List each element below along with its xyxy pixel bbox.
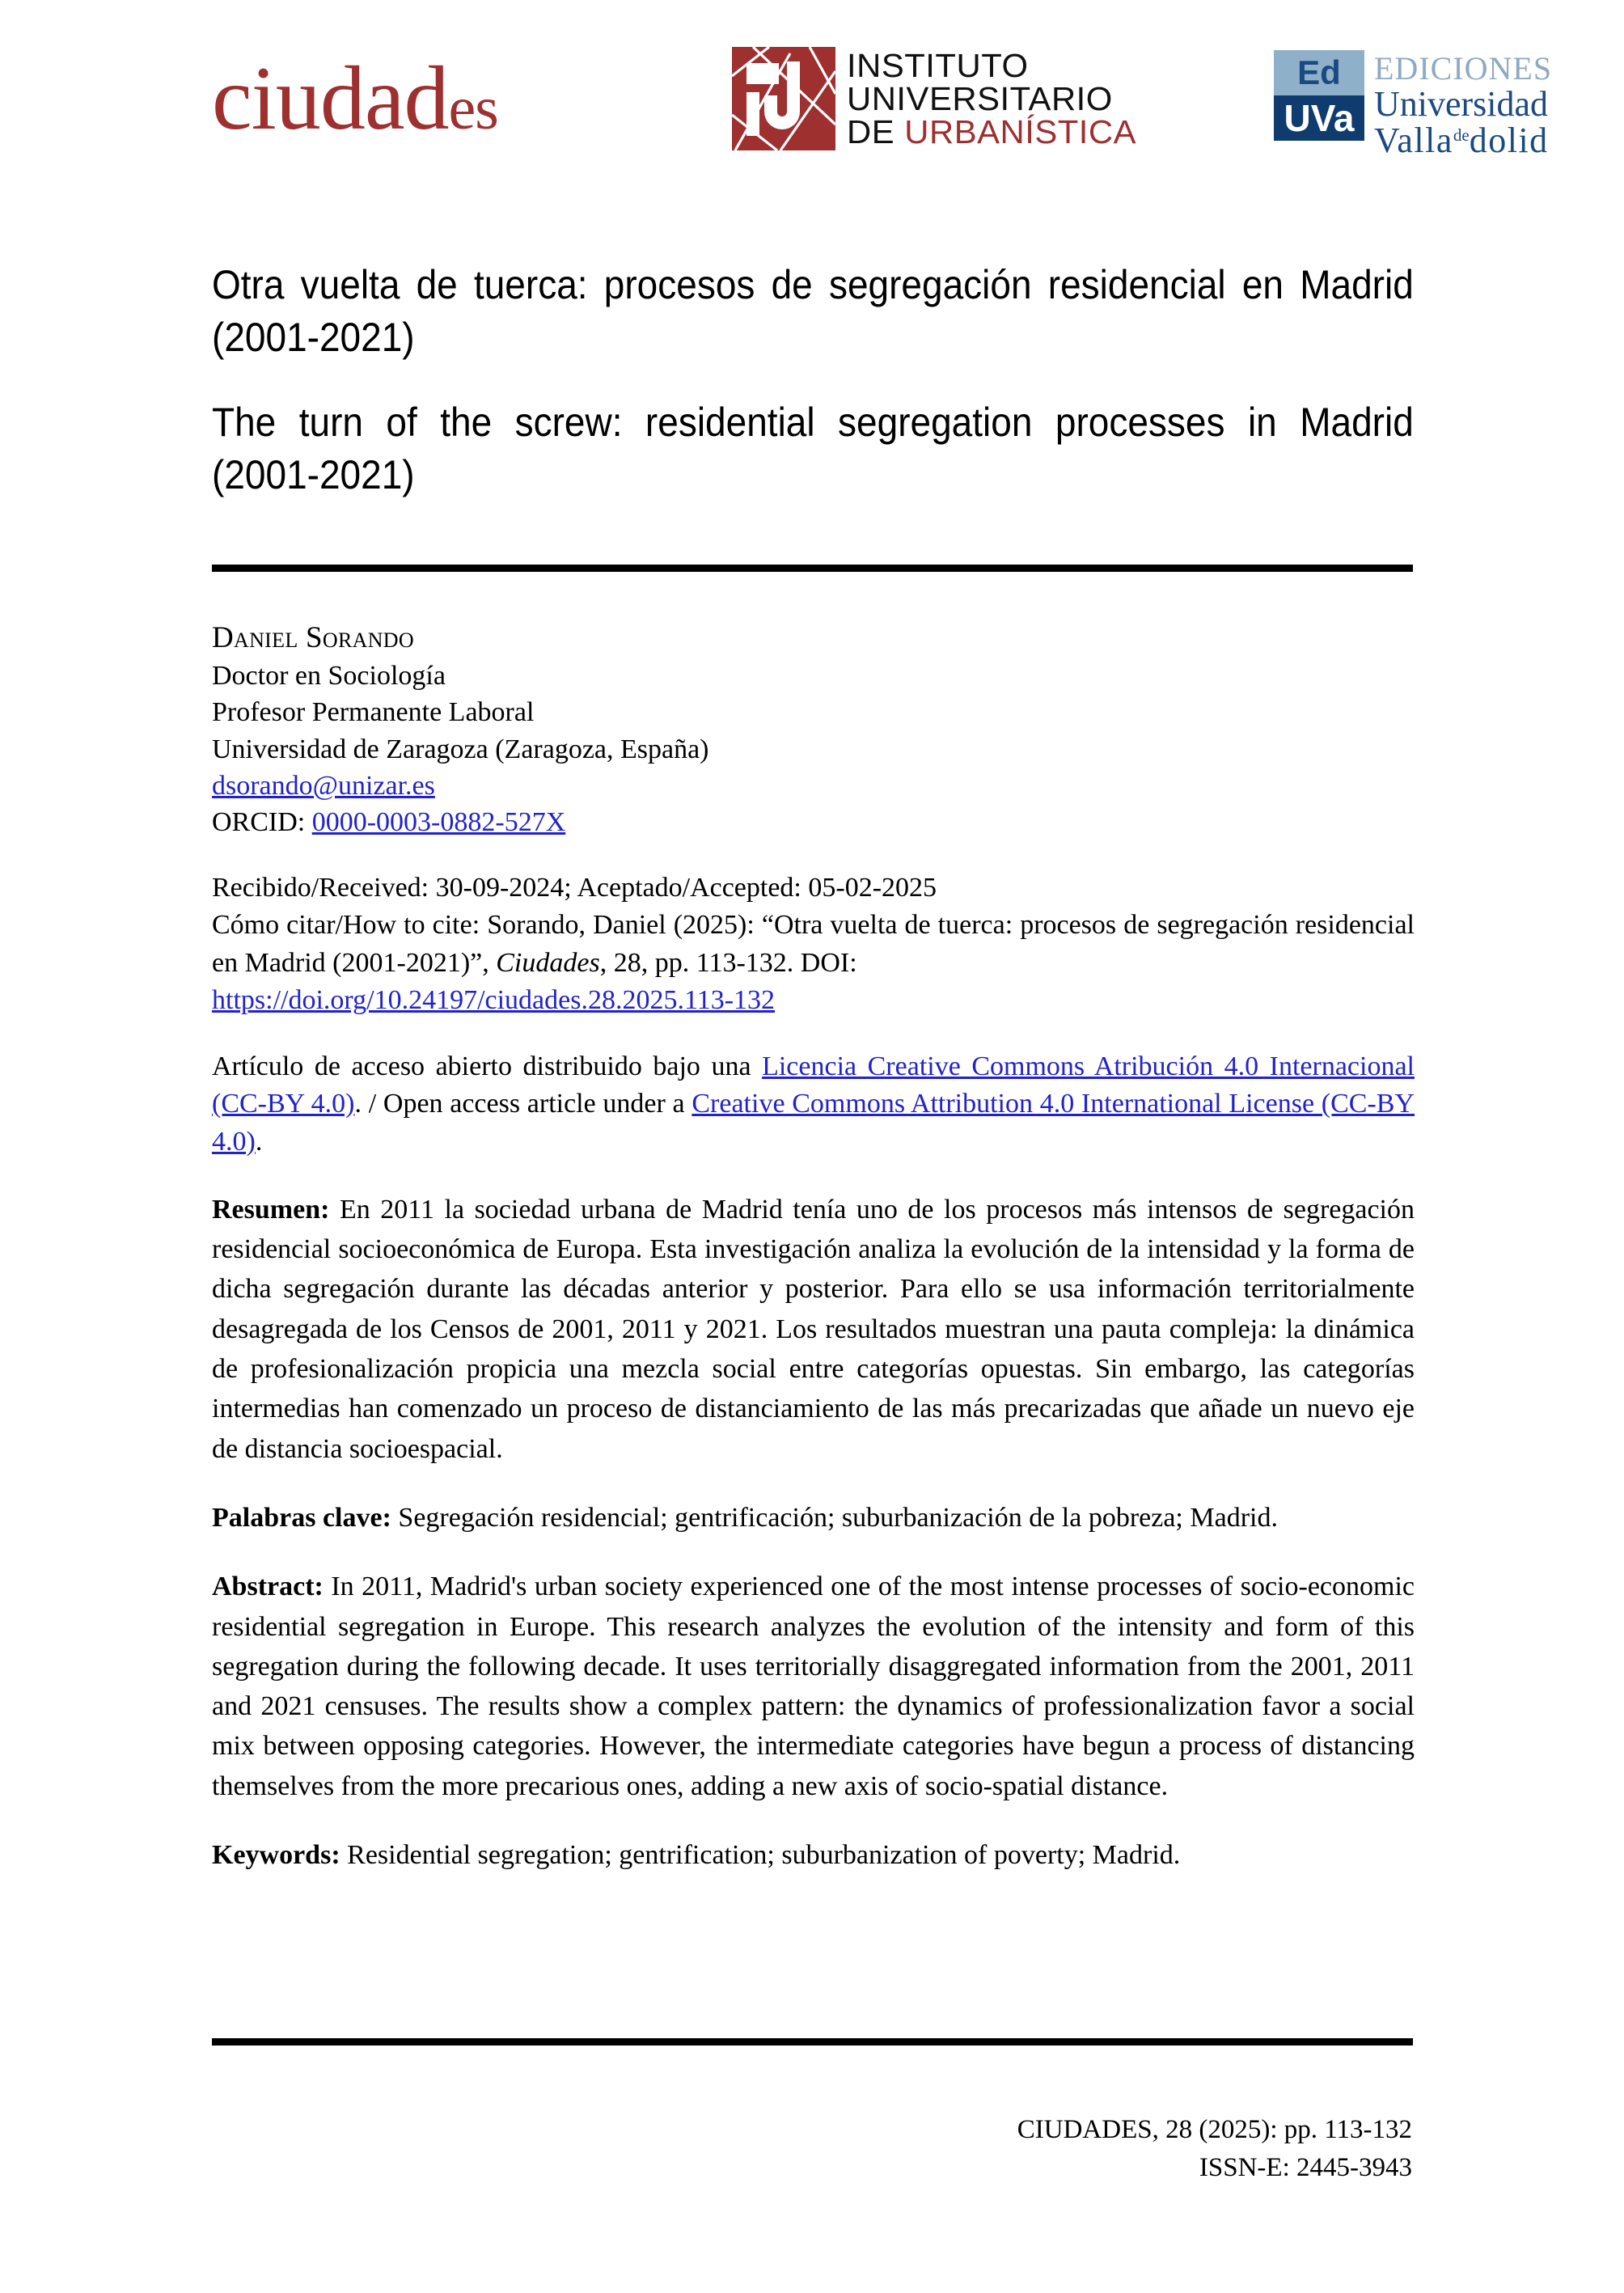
abstract-block bbox=[212, 1567, 1415, 1806]
iuu-line-3-de: DE bbox=[847, 112, 895, 150]
author-position: Profesor Permanente Laboral bbox=[212, 697, 535, 728]
eduva-line-ediciones: EDICIONES bbox=[1374, 50, 1553, 87]
abstract-paragraph bbox=[212, 1567, 1415, 1806]
resumen-text: En 2011 la sociedad urbana de Madrid tenía uno de los procesos más intensos de segregación residencial socioeconómica de Europa. Esta investigación analiza la evolución de la intensidad y la forma de dicha segregación durante las décadas anterior y posterior. Para ello se usa información territorialmente desagregada de los Censos de 2001, 2011 y 2021. Los resultados muestran una pauta compleja: la dinámica de profesionalización propicia una mezcla social entre categorías opuestas. Sin embargo, las categorías intermedias han comenzado un proceso de distanciamiento de las más precarizadas que añade un nuevo eje de distancia socioespacial. bbox=[212, 1194, 1415, 1464]
dates-citation-block bbox=[212, 869, 1415, 1019]
iuu-line-3 bbox=[847, 112, 1137, 150]
header-logo-row bbox=[0, 32, 1624, 162]
divider-top bbox=[212, 565, 1413, 572]
abstract-label: Abstract: bbox=[212, 1572, 324, 1602]
resumen-paragraph bbox=[212, 1190, 1415, 1469]
iuu-emblem-icon bbox=[732, 47, 835, 150]
doi-row bbox=[212, 982, 1415, 1019]
ciudades-logo-suffix: es bbox=[448, 74, 498, 142]
eduva-dolid: dolid bbox=[1469, 121, 1549, 161]
resumen-block bbox=[212, 1190, 1415, 1469]
orcid-link[interactable]: 0000-0003-0882-527X bbox=[311, 806, 566, 837]
license-suffix: . bbox=[255, 1126, 263, 1157]
eduva-line-valladolid bbox=[1374, 122, 1552, 159]
license-es-prefix: Artículo de acceso abierto distribuido bajo una bbox=[212, 1051, 763, 1082]
instituto-universitario-urbanistica-logo bbox=[732, 46, 1137, 150]
eduva-box-top: Ed bbox=[1274, 50, 1364, 95]
palabras-clave-paragraph bbox=[212, 1498, 1415, 1538]
resumen-label: Resumen: bbox=[212, 1194, 330, 1225]
page-title-english: The turn of the screw: residential segregation processes in Madrid (2001-2021) bbox=[212, 400, 1414, 497]
page-title-spanish: Otra vuelta de tuerca: procesos de segregación residencial en Madrid (2001-2021) bbox=[212, 262, 1414, 360]
footer-issn: ISSN-E: 2445-3943 bbox=[1199, 2152, 1412, 2182]
eduva-box-icon bbox=[1274, 50, 1364, 141]
page-footer bbox=[1017, 2111, 1412, 2187]
author-degree: Doctor en Sociología bbox=[212, 661, 446, 692]
eduva-box-bottom: UVa bbox=[1274, 95, 1364, 141]
license-en-link[interactable]: Creative Commons Attribution 4.0 International License (CC-BY 4.0) bbox=[212, 1089, 1415, 1157]
orcid-label: ORCID: bbox=[212, 806, 312, 837]
footer-citation: CIUDADES, 28 (2025): pp. 113-132 bbox=[1017, 2115, 1412, 2144]
eduva-valla: Valla bbox=[1374, 121, 1453, 161]
eduva-line-universidad: Universidad bbox=[1374, 83, 1549, 124]
citation-journal-name: Ciudades bbox=[496, 947, 600, 978]
eduva-logo-text bbox=[1374, 50, 1552, 159]
license-separator: . / Open access article under a bbox=[354, 1089, 692, 1119]
palabras-clave-text: Segregación residencial; gentrificación; suburbanización de la pobreza; Madrid. bbox=[391, 1502, 1278, 1533]
author-name: Daniel Sorando bbox=[212, 621, 414, 654]
title-block bbox=[212, 259, 1413, 501]
abstract-text: In 2011, Madrid's urban society experienced one of the most intense processes of socio-economic residential segregation in Europe. This research analyzes the evolution of the intensity and form of this segregation during the following decade. It uses territorially disaggregated information from the 2001, 2011 and 2021 censuses. The results show a complex pattern: the dynamics of professionalization favor a social mix between opposing categories. However, the intermediate categories have begun a process of distancing themselves from the more precarious ones, adding a new axis of socio-spatial distance. bbox=[212, 1572, 1415, 1801]
ciudades-logo-main: ciudad bbox=[212, 49, 449, 149]
license-statement bbox=[212, 1048, 1415, 1161]
keywords-paragraph bbox=[212, 1835, 1415, 1875]
keywords-label: Keywords: bbox=[212, 1839, 340, 1870]
palabras-clave-label: Palabras clave: bbox=[212, 1502, 391, 1533]
citation-middle: , 28, pp. 113-132. DOI: bbox=[599, 947, 857, 978]
citation-prefix: Cómo citar/How to cite: Sorando, Daniel (2025): “Otra vuelta de tuerca: procesos de segregación residencial en Madrid (2001-2021)”, bbox=[212, 910, 1415, 978]
keywords-block bbox=[212, 1835, 1415, 1875]
received-accepted-dates: Recibido/Received: 30-09-2024; Aceptado/Accepted: 05-02-2025 bbox=[212, 873, 937, 903]
iuu-line-1: INSTITUTO bbox=[847, 46, 1029, 84]
author-email-row bbox=[212, 768, 1415, 804]
palabras-clave-block bbox=[212, 1498, 1415, 1538]
author-email-link[interactable]: dsorando@unizar.es bbox=[212, 770, 435, 801]
eduva-de-superscript: de bbox=[1453, 125, 1470, 146]
ediciones-uva-logo bbox=[1274, 50, 1552, 159]
iuu-line-2: UNIVERSITARIO bbox=[847, 79, 1113, 117]
ciudades-journal-logo bbox=[212, 49, 498, 149]
metadata-body bbox=[212, 619, 1415, 1875]
author-block bbox=[212, 619, 1415, 840]
license-es-link[interactable]: Licencia Creative Commons Atribución 4.0 Internacional (CC-BY 4.0) bbox=[212, 1051, 1415, 1119]
iuu-logo-text bbox=[847, 46, 1137, 150]
divider-bottom bbox=[212, 2038, 1413, 2046]
iuu-line-3-urbanistica: URBANÍSTICA bbox=[904, 112, 1137, 150]
license-block bbox=[212, 1048, 1415, 1161]
how-to-cite bbox=[212, 907, 1415, 981]
doi-link[interactable]: https://doi.org/10.24197/ciudades.28.2025.113-132 bbox=[212, 984, 776, 1015]
author-orcid-row bbox=[212, 804, 1415, 840]
keywords-text: Residential segregation; gentrification; suburbanization of poverty; Madrid. bbox=[340, 1839, 1181, 1870]
author-affiliation: Universidad de Zaragoza (Zaragoza, España) bbox=[212, 734, 709, 764]
